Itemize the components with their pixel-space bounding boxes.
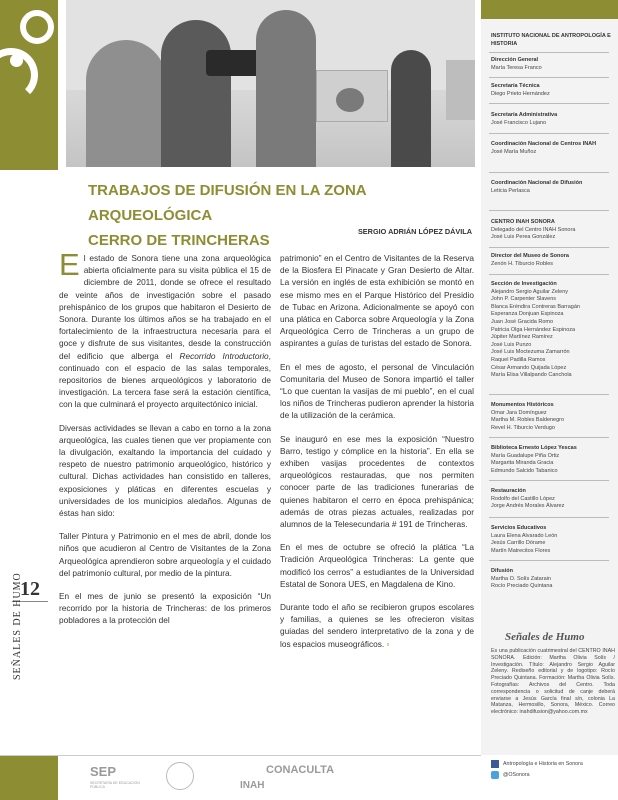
article-title [88,178,478,253]
person-man [256,10,316,167]
government-seal-icon [166,762,194,790]
divider [489,480,609,481]
title-line-2: CERRO DE TRINCHERAS [88,232,270,249]
credit-block: Sección de Investigación Alejandro Sergio Aguilar Zeleny John P. Carpenter Slavens Blanca Eréndira Contreras Barragán Esperanza Donjuan Espinoza Juan José Gracida Romo Patricia Olga Hernández Espinoza Júpiter Martínez Ramírez José Luis Punzo José Luis Moctezuma Zamarrón Raquel Padilla Ramos César Armando Quijada López María Elisa Villalpando Canchola [491,281,580,379]
divider [489,52,609,53]
credit-block: Coordinación Nacional de Centros INAH José María Muñoz [491,141,597,155]
divider [489,560,609,561]
credit-block: Restauración Rodolfo del Castillo López Jorge Andrés Morales Álvarez [491,488,565,510]
person-woman [86,40,166,167]
person-cameraman [161,20,231,167]
credit-block: CENTRO INAH SONORA Delegado del Centro INAH Sonora José Luis Perea González [491,219,576,241]
article-photo [66,0,475,167]
twitter-link[interactable]: @OSonora [491,771,530,779]
end-mark-icon: ▫ [386,638,390,649]
divider [489,133,609,134]
credit-block: Coordinación Nacional de Difusión Leticia Perlasca [491,180,583,194]
divider [489,210,609,211]
paragraph: En el mes de octubre se ofreció la plática “La Tradición Arqueológica Trincheras: La gente que modificó los cerros” a estudiantes de la Universidad Estatal de Sonora UES, en Magdalena de Kino. [280,542,474,589]
footer-rule [0,755,481,756]
magazine-name-vertical: SEÑALES DE HUMO [12,572,23,680]
display-case-2 [446,60,475,120]
footer-green-block [0,756,58,800]
facebook-icon [491,760,499,768]
credit-block: Monumentos Históricos Omar Jara Domínguez Martha M. Robles Baldenegro Revel H. Tiburcio Verdugo [491,402,565,431]
paragraph: patrimonio” en el Centro de Visitantes de la Reserva de la Biosfera El Pinacate y Gran Desierto de Altar. La versión en inglés de esta exhibición se montó en ese mismo mes en el Parque Histórico del Presidio de Tubac en Arizona. Adicionalmente se apoyó con una plática en Caborca sobre Arqueología y la Zona Arqueológica Cerro de Trincheras a un grupo de aspirantes a guías de turistas del estado de Sonora. [280,253,474,349]
divider [489,247,609,248]
institute-name: INSTITUTO NACIONAL DE ANTROPOLOGÍA E HISTORIA [491,33,611,47]
sep-logo: SEP [90,764,117,779]
logo-ring-icon [20,10,54,44]
credit-block: Secretaría Técnica Diego Prieto Hernández [491,83,550,97]
logo-dot-icon [10,54,23,67]
article-column-2 [280,252,474,661]
paragraph: En el mes de agosto, el personal de Vinculación Comunitaria del Museo de Sonora impartió el taller “Lo que cuentan la vasijas de mi pueblo”, en el cual los niños de Trincheras pudieron aprender la historia de la utilización de la cerámica. [280,361,474,421]
sep-subtitle: SECRETARÍA DE EDUCACIÓN PÚBLICA [90,781,140,789]
credit-block: Biblioteca Ernesto López Yescas María Guadalupe Piña Ortiz Margarita Miranda Gracia Edmundo Salcido Tabanico [491,445,577,474]
page-number: 12 [20,578,40,600]
inah-logo: INAH [240,780,265,791]
title-line-1: TRABAJOS DE DIFUSIÓN EN LA ZONA ARQUEOLÓGICA [88,182,367,224]
divider [489,394,609,395]
credit-block: Dirección General María Teresa Franco [491,57,542,71]
divider [489,77,609,78]
paragraph: Taller Pintura y Patrimonio en el mes de abril, donde los niños que acudieron al Centro de Visitantes de la Zona Arqueológica aprendieron sobre arqueología y el cuidado del patrimonio cultural, por medio de la pintura. [59,531,271,578]
twitter-icon [491,771,499,779]
divider [489,103,609,104]
credit-block: Secretaría Administrativa José Francisco Lujano [491,112,558,126]
pottery-vessel [336,88,364,112]
paragraph: En el mes de junio se presentó la exposición “Un recorrido por la historia de Trincheras: de los primeros pobladores a la protección del [59,591,271,626]
article-column-1 [59,247,271,638]
conaculta-logo: CONACULTA [266,764,335,776]
paragraph: El estado de Sonora tiene una zona arqueológica abierta oficialmente para su visita pública el 15 de diciembre de 2011, donde se ofrece el resultado de veinte años de investigación sobre el pasado prehispánico de los grupos que habitaron el Desierto de Sonora. Durante los últimos años se ha trabajado en el fortalecimiento de la infraestructura necesaria para el goce y disfrute de sus visitantes, desde la construcción del edificio que alberga el Recorrido Introductorio, continuado con el espacio de las salas temporales, repositorios de bienes arqueológicos y laboratorio de investigación. La tercera fase será la estación científica, con la que culminará el proyecto arquitectónico inicial. [59,247,271,410]
paragraph: Se inauguró en ese mes la exposición “Nuestro Barro, testigo y cómplice en la historia”. En ella se exhiben vasijas procedentes de contextos arqueológicos restauradas, que nos permiten conocer parte de las tradiciones funerarias de quienes habitaron el cerro en época prehispánica; además de otras piezas actuales, realizadas por alumnos de la Telesecundaria # 191 de Trincheras. [280,433,474,530]
credit-block: Director del Museo de Sonora Zenón H. Tiburcio Robles [491,253,569,267]
publication-info: Es una publicación cuatrimestral del CENTRO INAH SONORA. Edición: Martha Olivia Solís / Investigación. Título: Alejandro Sergio Aguilar Zeleny. Rediseño editorial y de logotipo: Rocío Preciado Quintana. Formación: Martha Olivia Solís. Fotografías: Archivos del Centro. Toda correspondencia o solicitud de canje deberá enviarse a Jesús García final s/n, colonia La Matanza, Hermosillo, Sonora, México. Correo electrónico: inahdifusion@yahoo.com.mx [491,648,615,716]
paragraph: Durante todo el año se recibieron grupos escolares y familias, a quienes se les ofrecieron visitas guiadas del sendero interpretativo de la zona y de los espacios museográficos. ▫ [280,602,474,649]
facebook-link[interactable]: Antropología e Historia en Sonora [491,760,583,768]
divider [489,517,609,518]
senales-de-humo-logo: Señales de Humo [505,631,585,643]
sidebar-top-band [481,0,618,19]
divider [489,172,609,173]
credit-block: Servicios Educativos Laura Elena Alvarado León Jesús Carrillo Dórame Martín Matrecitos Flores [491,525,558,554]
person-boy [391,50,431,167]
credit-block: Difusión Martha O. Solís Zatarain Rocío Preciado Quintana [491,568,553,590]
drop-cap: E [59,247,80,282]
divider [489,274,609,275]
paragraph: Diversas actividades se llevan a cabo en torno a la zona arqueológica, las cuales tienen que ver propiamente con la divulgación, exaltando la importancia del cuidado y respeto de nuestro patrimonio arqueológico, histórico y cultural. Dichas actividades han consistido en talleres, exposiciones y pláticas en diferentes escuelas y universidades de los municipios aledaños. Algunas de éstas han sido: [59,422,271,519]
article-author: SERGIO ADRIÁN LÓPEZ DÁVILA [357,227,472,236]
divider [489,437,609,438]
